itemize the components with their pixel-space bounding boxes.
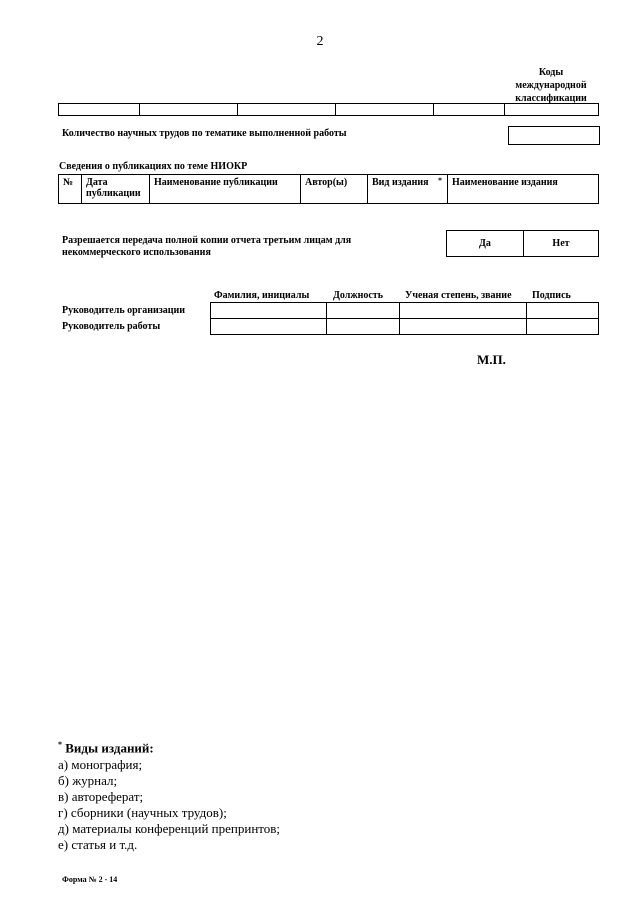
yes-option[interactable]: Да xyxy=(447,231,524,257)
code-cell[interactable] xyxy=(434,104,505,116)
row-org-head: Руководитель организации xyxy=(62,305,186,316)
permission-options xyxy=(446,230,599,257)
code-cell[interactable] xyxy=(238,104,336,116)
sign-cell[interactable] xyxy=(400,303,527,319)
row-work-head: Руководитель работы xyxy=(62,321,161,332)
footnote-mark: * xyxy=(58,740,62,749)
col-edition-type xyxy=(368,175,448,204)
col-authors: Автор(ы) xyxy=(301,175,368,204)
sign-cell[interactable] xyxy=(527,303,599,319)
footnote-title xyxy=(58,740,154,756)
code-cell[interactable] xyxy=(505,104,599,116)
edition-type-label: Вид издания xyxy=(372,177,429,188)
sign-cell[interactable] xyxy=(327,303,400,319)
note-item: в) автореферат; xyxy=(58,789,144,804)
note-item: г) сборники (научных трудов); xyxy=(58,805,227,820)
codes-label: Коды международной классификации xyxy=(515,67,587,104)
publications-table xyxy=(58,174,599,204)
col-date: Дата публикации xyxy=(82,175,150,204)
codes-table xyxy=(58,103,599,116)
sign-cell[interactable] xyxy=(327,319,400,335)
note-item: б) журнал; xyxy=(58,773,118,788)
note-item: а) монография; xyxy=(58,757,143,772)
code-cell[interactable] xyxy=(59,104,140,116)
works-count-field[interactable] xyxy=(508,126,600,145)
footnote-title-text: Виды изданий: xyxy=(65,740,154,756)
footnote-marker: * xyxy=(438,176,442,185)
sign-cell[interactable] xyxy=(400,319,527,335)
col-name-initials: Фамилия, инициалы xyxy=(214,290,310,301)
stamp-place: М.П. xyxy=(477,352,506,367)
sign-cell[interactable] xyxy=(211,303,327,319)
col-signature: Подпись xyxy=(532,290,571,301)
note-item: д) материалы конференций препринтов; xyxy=(58,821,281,836)
col-number: № xyxy=(59,175,82,204)
works-count-label: Количество научных трудов по тематике выполненной работы xyxy=(62,128,347,139)
code-cell[interactable] xyxy=(336,104,434,116)
signatures-table xyxy=(210,302,599,335)
col-degree: Ученая степень, звание xyxy=(405,290,512,301)
page-number: 2 xyxy=(316,34,324,49)
sign-cell[interactable] xyxy=(211,319,327,335)
publications-heading: Сведения о публикациях по теме НИОКР xyxy=(59,161,248,172)
code-cell[interactable] xyxy=(140,104,238,116)
col-position: Должность xyxy=(333,290,384,301)
col-edition-name: Наименование издания xyxy=(448,175,599,204)
sign-cell[interactable] xyxy=(527,319,599,335)
note-item: е) статья и т.д. xyxy=(58,837,138,852)
col-title: Наименование публикации xyxy=(150,175,301,204)
permission-text: Разрешается передача полной копии отчета третьим лицам для некоммерческого использования xyxy=(62,235,352,258)
form-number: Форма № 2 - 14 xyxy=(62,875,118,884)
no-option[interactable]: Нет xyxy=(524,231,599,257)
